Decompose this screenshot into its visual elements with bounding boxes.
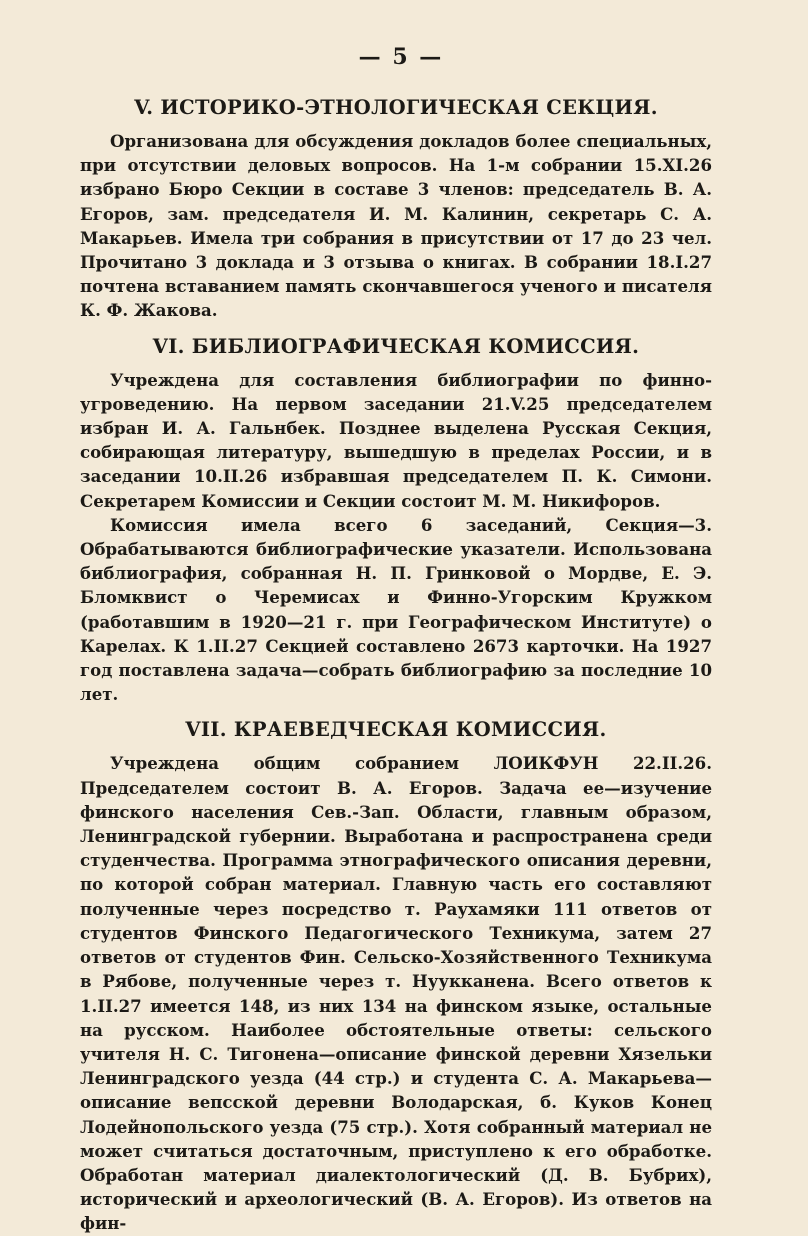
section-local-lore-commission [80, 718, 712, 1235]
paragraph: Учреждена общим собранием ЛОИКФУН 22.II.26. Председателем состоит В. А. Егоров. Задача ее—изучение финского населения Сев.-Зап. Области, главным образом, Ленинградской губернии. Выработана и распространена среди студенчества. Программа этнографического описания деревни, по которой собран материал. Главную часть его составляют полученные через посредство т. Раухамяки 111 ответов от студентов Финского Педагогического Техникума, затем 27 ответов от студентов Фин. Сельско-Хозяйственного Техникума в Рябове, полученные через т. Нуукканена. Всего ответов к 1.II.27 имеется 148, из них 134 на финском языке, остальные на русском. Наиболее обстоятельные ответы: сельского учителя Н. С. Тигонена—описание финской деревни Хязельки Ленинградского уезда (44 стр.) и студента С. А. Макарьева—описание вепсской деревни Володарская, б. Куков Конец Лодейнопольского уезда (75 стр.). Хотя собранный материал не может считаться достаточным, приступлено к его обработке. Обработан материал диалектологический (Д. В. Бубрих), исторический и археологический (В. А. Егоров). Из ответов на фин- [80, 753, 712, 1234]
section-bibliographic-commission [80, 335, 712, 707]
section-historical-ethnological [80, 96, 712, 323]
section-heading: V. ИСТОРИКО-ЭТНОЛОГИЧЕСКАЯ СЕКЦИЯ. [134, 96, 658, 119]
page-number: — 5 — [358, 44, 444, 70]
section-heading: VII. КРАЕВЕДЧЕСКАЯ КОМИССИЯ. [185, 718, 607, 742]
paragraph: Комиссия имела всего 6 заседаний, Секция—3. Обрабатываются библиографические указатели. Использована библиография, собранная Н. П. Гринковой о Мордве, Е. Э. Бломквист о Черемисах и Финно-Угорским Кружком (работавшим в 1920—21 г. при Географическом Институте) о Карелах. К 1.II.27 Секцией составлено 2673 карточки. На 1927 год поставлена задача—собрать библиографию за последние 10 лет. [80, 514, 712, 705]
section-heading: VI. БИБЛИОГРАФИЧЕСКАЯ КОМИССИЯ. [152, 334, 640, 358]
paragraph: Организована для обсуждения докладов более специальных, при отсутствии деловых вопросов. На 1-м собрании 15.XI.26 избрано Бюро Секции в составе 3 членов: председатель В. А. Егоров, зам. председателя И. М. Калинин, секретарь С. А. Макарьев. Имела три собрания в присутствии от 17 до 23 чел. Прочитано 3 доклада и 3 отзыва о книгах. В собрании 18.I.27 почтена вставанием память скончавшегося ученого и писателя К. Ф. Жакова. [80, 131, 712, 321]
paragraph: Учреждена для составления библиографии по финно-угроведению. На первом заседании 21.V.25 председателем избран И. А. Гальнбек. Позднее выделена Русская Секция, собирающая литературу, вышедшую в пределах России, и в заседании 10.II.26 избравшая председателем П. К. Симони. Секретарем Комиссии и Секции состоит М. М. Никифоров. [80, 369, 712, 511]
